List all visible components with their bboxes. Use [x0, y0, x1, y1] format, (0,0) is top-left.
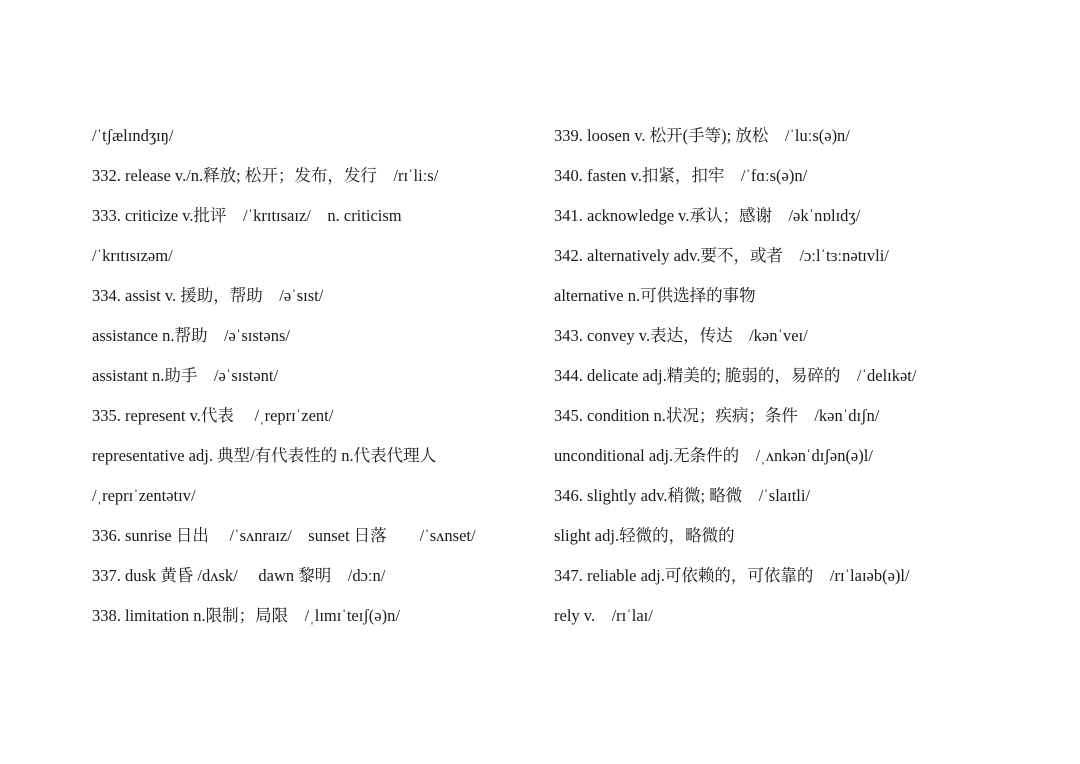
entry-line: 346. slightly adv.稍微; 略微 /ˈslaɪtli/	[554, 486, 811, 505]
entry-line: unconditional adj.无条件的 /ˌʌnkənˈdɪʃən(ə)l/	[554, 446, 873, 465]
entry-line: 344. delicate adj.精美的; 脆弱的，易碎的 /ˈdelɪkət/	[554, 366, 917, 385]
entry-line: 338. limitation n.限制；局限 /ˌlɪmɪˈteɪʃ(ə)n/	[92, 606, 400, 625]
entry-line: 339. loosen v. 松开(手等); 放松 /ˈluːs(ə)n/	[554, 126, 850, 145]
entry-line: 334. assist v. 援助，帮助 /əˈsɪst/	[92, 286, 324, 305]
entry-line: representative adj. 典型/有代表性的 n.代表代理人	[92, 446, 437, 465]
entry-line: 347. reliable adj.可依赖的，可依靠的 /rɪˈlaɪəb(ə)l/	[554, 566, 910, 585]
entry-line: 340. fasten v.扣紧，扣牢 /ˈfɑːs(ə)n/	[554, 166, 808, 185]
entry-line: alternative n.可供选择的事物	[554, 286, 756, 305]
entry-line: assistance n.帮助 /əˈsɪstəns/	[92, 326, 290, 345]
entry-line: 342. alternatively adv.要不，或者 /ɔːlˈtɜːnətɪvli/	[554, 246, 889, 265]
entry-line: /ˌreprɪˈzentətɪv/	[92, 486, 196, 505]
entry-line: 332. release v./n.释放; 松开；发布，发行 /rɪˈliːs/	[92, 166, 439, 185]
entry-line: assistant n.助手 /əˈsɪstənt/	[92, 366, 279, 385]
entry-line: 345. condition n.状况；疾病；条件 /kənˈdɪʃn/	[554, 406, 880, 425]
entry-line: slight adj.轻微的，略微的	[554, 526, 735, 545]
left-column	[92, 123, 542, 643]
entry-line: 335. represent v.代表 /ˌreprɪˈzent/	[92, 406, 334, 425]
entry-line: 336. sunrise 日出 /ˈsʌnraɪz/ sunset 日落 /ˈsʌnset/	[92, 526, 476, 545]
entry-line: 333. criticize v.批评 /ˈkrɪtɪsaɪz/ n. criticism	[92, 206, 402, 225]
entry-line: /ˈkrɪtɪsɪzəm/	[92, 246, 173, 265]
entry-line: /ˈtʃælɪndʒɪŋ/	[92, 126, 174, 145]
entry-line: 343. convey v.表达，传达 /kənˈveɪ/	[554, 326, 808, 345]
entry-line: rely v. /rɪˈlaɪ/	[554, 606, 653, 625]
entry-line: 337. dusk 黄昏 /dʌsk/ dawn 黎明 /dɔːn/	[92, 566, 386, 585]
right-column	[554, 123, 1054, 643]
entry-line: 341. acknowledge v.承认；感谢 /əkˈnɒlɪdʒ/	[554, 206, 861, 225]
